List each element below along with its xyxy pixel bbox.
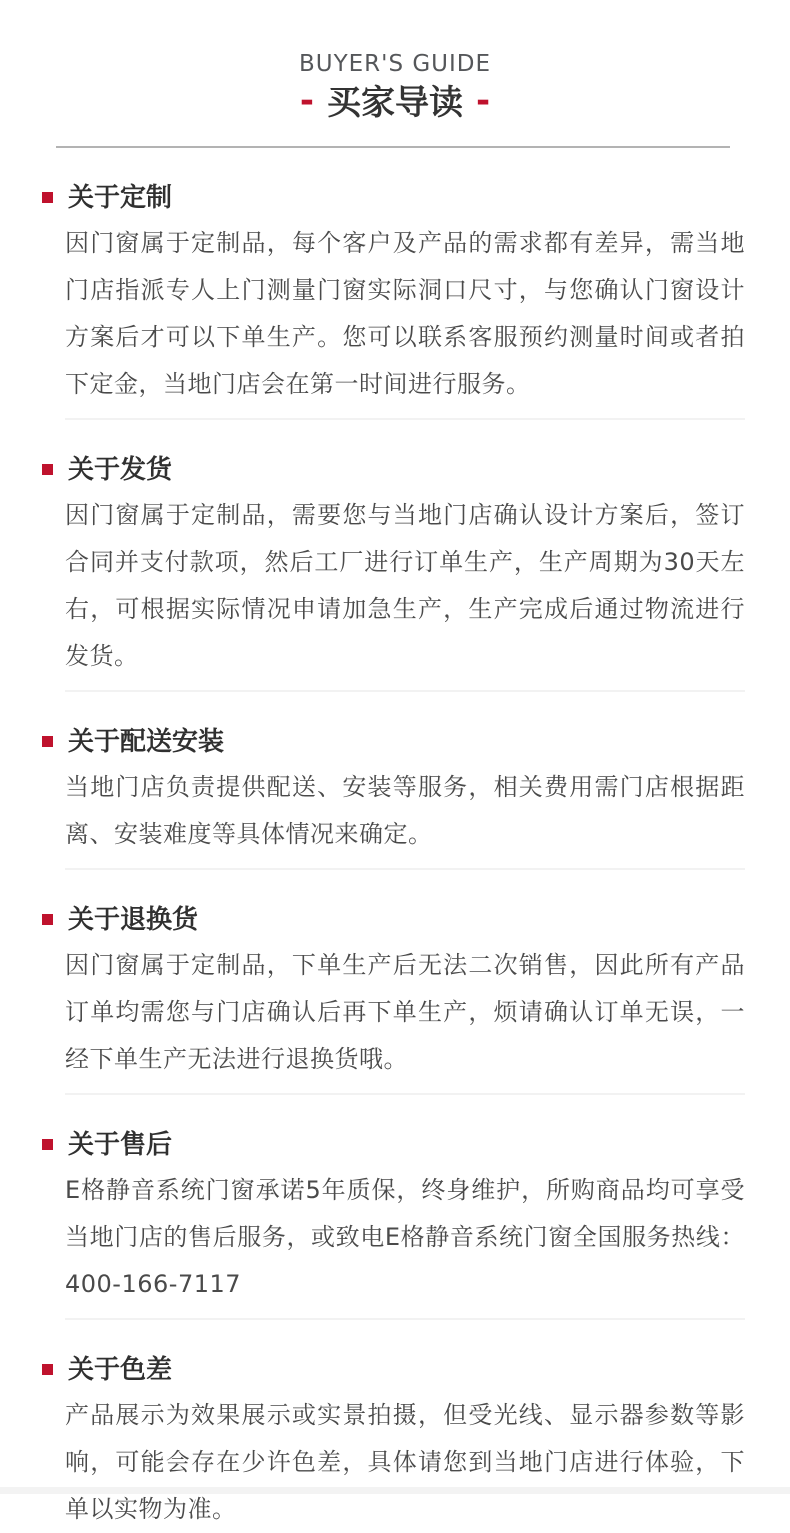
section-body: 当地门店负责提供配送、安装等服务，相关费用需门店根据距离、安装难度等具体情况来确定。 xyxy=(65,773,745,848)
section-title-row xyxy=(42,182,745,214)
page-title-row xyxy=(0,81,790,125)
guide-sections xyxy=(0,182,790,1533)
red-square-bullet-icon xyxy=(42,736,53,747)
section-returns xyxy=(42,904,745,1095)
red-square-bullet-icon xyxy=(42,914,53,925)
section-title: 关于色差 xyxy=(68,1355,173,1385)
section-title-row xyxy=(42,904,745,936)
page-title: 买家导读 xyxy=(327,83,463,123)
red-square-bullet-icon xyxy=(42,1139,53,1150)
section-body: E格静音系统门窗承诺5年质保，终身维护，所购商品均可享受当地门店的售后服务，或致电E格静音系统门窗全国服务热线：400-166-7117 xyxy=(65,1176,745,1298)
section-divider xyxy=(65,418,745,420)
next-section-edge xyxy=(0,1487,790,1494)
red-square-bullet-icon xyxy=(42,464,53,475)
section-color-difference xyxy=(42,1354,745,1533)
section-body: 产品展示为效果展示或实景拍摄，但受光线、显示器参数等影响，可能会存在少许色差，具体请您到当地门店进行体验，下单以实物为准。 xyxy=(65,1401,745,1523)
section-title-row xyxy=(42,1129,745,1161)
section-body: 因门窗属于定制品，下单生产后无法二次销售，因此所有产品订单均需您与门店确认后再下单生产，烦请确认订单无误，一经下单生产无法进行退换货哦。 xyxy=(65,951,745,1073)
title-dash-left: - xyxy=(299,81,314,121)
section-title: 关于配送安装 xyxy=(68,727,225,757)
section-divider xyxy=(65,690,745,692)
section-title: 关于售后 xyxy=(68,1130,173,1160)
section-title-row xyxy=(42,726,745,758)
section-divider xyxy=(65,1093,745,1095)
section-title: 关于发货 xyxy=(68,455,173,485)
section-divider xyxy=(65,868,745,870)
section-shipping xyxy=(42,454,745,692)
red-square-bullet-icon xyxy=(42,1364,53,1375)
section-after-sales xyxy=(42,1129,745,1320)
section-body: 因门窗属于定制品，每个客户及产品的需求都有差异，需当地门店指派专人上门测量门窗实际洞口尺寸，与您确认门窗设计方案后才可以下单生产。您可以联系客服预约测量时间或者拍下定金，当地门店会在第一时间进行服务。 xyxy=(65,229,745,398)
header-subtitle-en: BUYER'S GUIDE xyxy=(298,51,492,77)
header-divider xyxy=(56,146,730,148)
section-divider xyxy=(65,1318,745,1320)
title-dash-right: - xyxy=(476,81,491,121)
section-title-row xyxy=(42,454,745,486)
section-title-row xyxy=(42,1354,745,1386)
section-delivery-installation xyxy=(42,726,745,870)
section-title: 关于退换货 xyxy=(68,905,199,935)
page-header xyxy=(0,0,790,125)
section-customization xyxy=(42,182,745,420)
section-body: 因门窗属于定制品，需要您与当地门店确认设计方案后，签订合同并支付款项，然后工厂进行订单生产，生产周期为30天左右，可根据实际情况申请加急生产，生产完成后通过物流进行发货。 xyxy=(65,501,745,670)
red-square-bullet-icon xyxy=(42,192,53,203)
section-title: 关于定制 xyxy=(68,183,173,213)
